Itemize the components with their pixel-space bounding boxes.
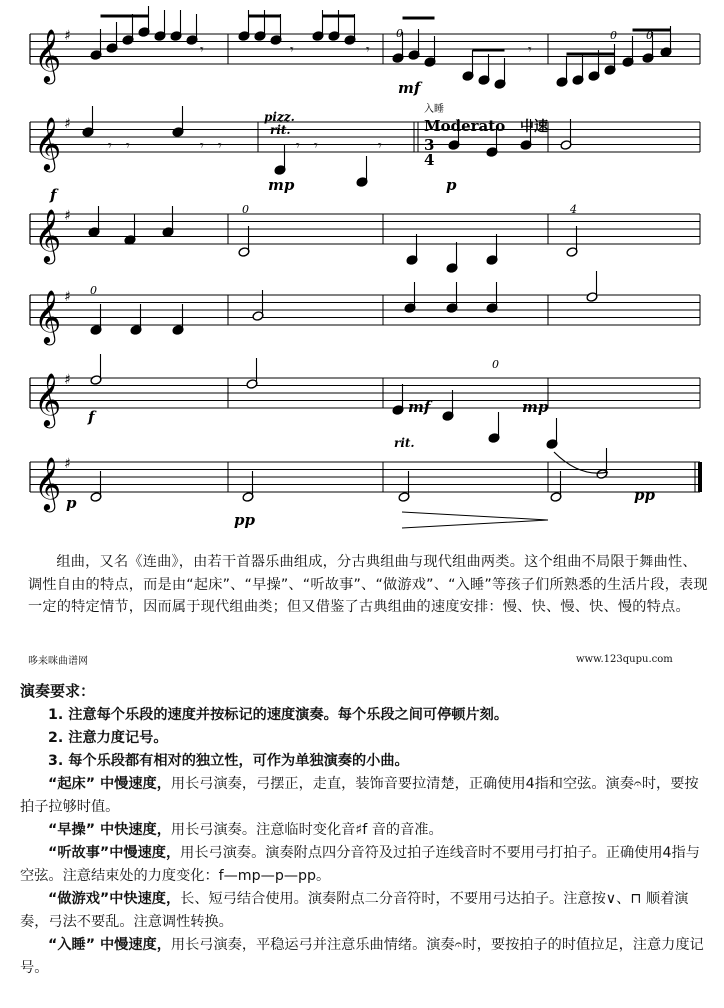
treble-clef-icon: 𝄞 (34, 208, 62, 262)
treble-clef-icon: 𝄞 (34, 289, 62, 343)
dynamic-p-1: p (446, 176, 457, 194)
dynamic-mf-2: mf (408, 398, 431, 416)
sharp-icon: ♯ (64, 289, 71, 305)
dynamic-p-2: p (66, 494, 77, 512)
requirements-title: 演奏要求： (20, 682, 96, 700)
rest-icon: 𝄾 (314, 138, 318, 154)
treble-clef-icon: 𝄞 (34, 28, 62, 82)
section-note-qichuang: “起床” 中慢速度，用长弓演奏，弓摆正，走直，装饰音要拉清楚，正确使用4指和空弦。演奏𝄐时，要按拍子拉够时值。 (20, 776, 699, 815)
fingering: 0 (610, 29, 617, 42)
rest-icon: 𝄾 (378, 138, 382, 154)
sharp-icon: ♯ (64, 28, 71, 44)
fingering: 0 (396, 27, 403, 40)
watermark-left: 哆来咪曲谱网 (28, 656, 88, 667)
dynamic-mf-1: mf (398, 79, 421, 97)
rest-icon: 𝄾 (126, 138, 130, 154)
intro-paragraph: 组曲，又名《连曲》，由若干首器乐曲组成，分古典组曲与现代组曲两类。这个组曲不局限于舞曲性、调性自由的特点，而是由“起床”、“早操”、“听故事”、“做游戏”、“入睡”等孩子们所熟悉的生活片段，表现一定的特定情节，因而属于现代组曲类；但又借鉴了古典组曲的速度安排：慢、快、慢、快、慢的特点。 (28, 554, 708, 616)
rest-icon: 𝄾 (108, 138, 112, 154)
dynamic-f-2: f (88, 408, 95, 426)
treble-clef-icon: 𝄞 (34, 372, 62, 426)
treble-clef-icon: 𝄞 (34, 456, 62, 510)
dynamic-mp-2: mp (522, 398, 549, 416)
section-note-rushui: “入睡” 中慢速度，用长弓演奏，平稳运弓并注意乐曲情绪。演奏𝄐时，要按拍子的时值拉足，注意力度记号。 (20, 937, 704, 976)
rest-icon: 𝄾 (200, 42, 204, 58)
sharp-icon: ♯ (64, 116, 71, 132)
rit-mark-1: rit. (270, 123, 291, 137)
final-barline (698, 462, 702, 492)
rest-icon: 𝄾 (366, 42, 370, 58)
rest-icon: 𝄾 (290, 42, 294, 58)
requirement-item: 3. 每个乐段都有相对的独立性，可作为单独演奏的小曲。 (48, 753, 409, 769)
rest-icon: 𝄾 (296, 138, 300, 154)
watermark-right: www.123qupu.com (576, 654, 673, 665)
dynamic-pp-1: pp (234, 511, 255, 529)
rit-mark-2: rit. (394, 436, 415, 450)
section-note-tinggushi: “听故事”中慢速度，用长弓演奏。演奏附点四分音符及过拍子连线音时不要用弓打拍子。正确使用4指与空弦。注意结束处的力度变化：f—mp—p—pp。 (20, 845, 700, 884)
tempo-marking: Moderato (424, 117, 506, 135)
dynamic-pp-2: pp (634, 486, 655, 504)
section-label: 入睡 (424, 104, 444, 115)
sharp-icon: ♯ (64, 372, 71, 388)
requirement-item: 1. 注意每个乐段的速度并按标记的速度演奏。每个乐段之间可停顿片刻。 (48, 707, 509, 723)
decrescendo-hairpin (402, 512, 548, 528)
tempo-marking-cn: 中速 (520, 119, 548, 135)
treble-clef-icon: 𝄞 (34, 116, 62, 170)
fingering: 0 (90, 284, 97, 297)
requirement-item: 2. 注意力度记号。 (48, 730, 168, 746)
fingering: 0 (646, 29, 653, 42)
dynamic-f-1: f (50, 186, 57, 204)
notes-layer (82, 6, 672, 528)
sharp-icon: ♯ (64, 208, 71, 224)
section-note-zaocao: “早操” 中快速度，用长弓演奏。注意临时变化音♯f 音的音准。 (48, 822, 443, 838)
rest-icon: 𝄾 (528, 42, 532, 58)
dynamic-mp-1: mp (268, 176, 295, 194)
staff-lines (30, 28, 702, 512)
rest-icon: 𝄾 (200, 138, 204, 154)
fingering: 4 (570, 203, 577, 216)
rest-icon: 𝄾 (218, 138, 222, 154)
time-signature-top: 3 (424, 136, 435, 154)
section-note-zuoyouxi: “做游戏”中快速度，长、短弓结合使用。演奏附点二分音符时，不要用弓达拍子。注意按∨、⊓ 顺着演奏，弓法不要乱。注意调性转换。 (20, 891, 689, 930)
fingering: 0 (242, 203, 249, 216)
time-signature-bottom: 4 (424, 151, 435, 169)
pizz-mark: pizz. (264, 110, 295, 124)
fingering: 0 (492, 358, 499, 371)
sharp-icon: ♯ (64, 456, 71, 472)
